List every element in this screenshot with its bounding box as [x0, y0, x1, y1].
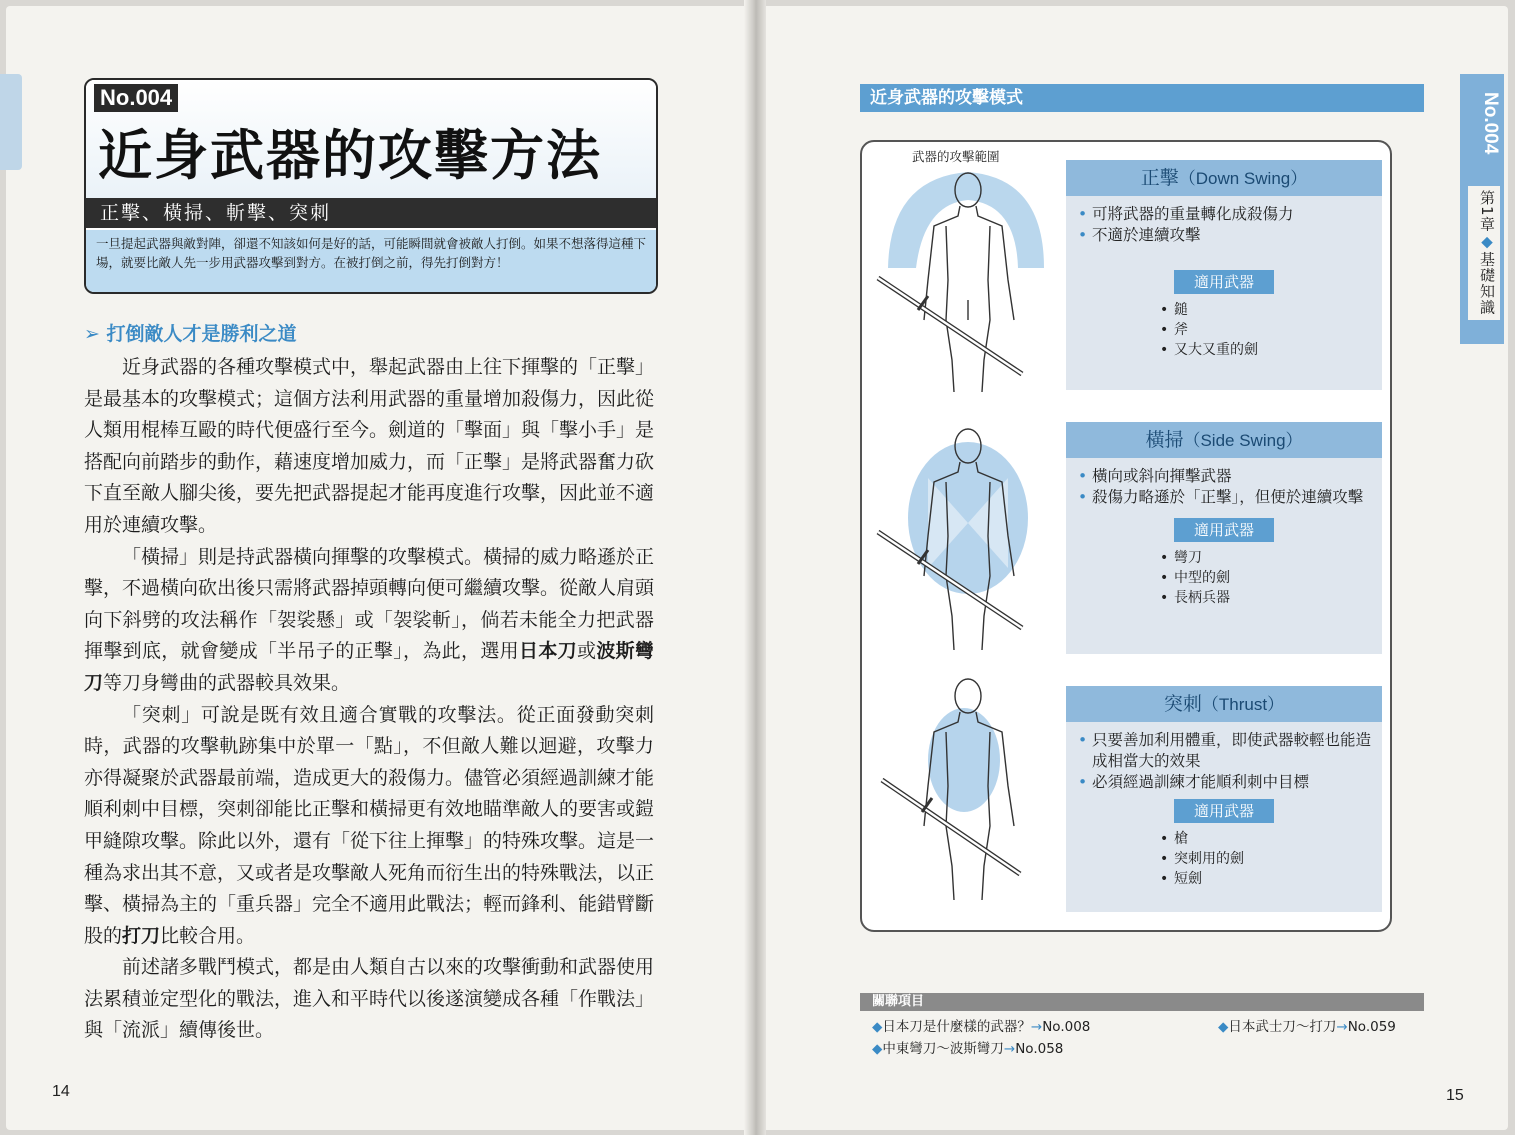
related-ref: No.008 [1042, 1019, 1091, 1035]
figure-thrust [868, 668, 1048, 908]
attack-points [1066, 458, 1382, 508]
list-item: • 斧 [1160, 320, 1382, 340]
weapons-list [1066, 827, 1382, 889]
bold-term: 波斯彎刀 [84, 640, 654, 694]
page-title: 近身武器的攻擊方法 [98, 123, 602, 187]
subtitle-bar: 正擊、橫掃、斬擊、突刺 [86, 198, 656, 228]
weapons-label: 適用武器 [1174, 799, 1274, 823]
list-item: • 突刺用的劍 [1160, 849, 1382, 869]
diagram-header: 近身武器的攻擊模式 [860, 84, 1424, 112]
panel-down-swing [1066, 160, 1382, 390]
body-text [84, 352, 654, 1047]
side-chapter [1468, 186, 1500, 320]
attack-points [1066, 196, 1382, 246]
arrow-icon: → [1003, 1041, 1016, 1057]
bold-term: 打刀 [122, 924, 161, 947]
chapter-title: 基礎知識 [1478, 251, 1496, 316]
section-heading-text: 打倒敵人才是勝利之道 [106, 323, 297, 345]
sword-blade [878, 278, 1022, 374]
panel-header [1066, 160, 1382, 196]
list-item: • 又大又重的劍 [1160, 340, 1382, 360]
paragraph [84, 542, 654, 700]
entry-number: No.004 [94, 84, 178, 112]
figure-side-swing [868, 418, 1048, 658]
list-item: • 長柄兵器 [1160, 588, 1382, 608]
attack-name-en: （Down Swing） [1178, 169, 1308, 188]
arrow-icon: ➢ [84, 323, 107, 345]
paragraph-text: 「突刺」可說是既有效且適合實戰的攻擊法。從正面發動突刺時，武器的攻擊軌跡集中於單一「點」，不但敵人難以迴避，攻擊力亦得凝聚於武器最前端，造成更大的殺傷力。儘管必須經過訓練才能順利刺中目標，突刺卻能比正擊和橫掃更有效地瞄準敵人的要害或鎧甲縫隙攻擊。除此以外，還有「從下往上揮擊」的特殊攻擊。這是一種為求出其不意，又或者是攻擊敵人死角而衍生出的特殊戰法，以正擊、橫掃為主的「重兵器」完全不適用此戰法；輕而鋒利、能錯臂斷股的 [84, 703, 655, 947]
diamond-icon: ◆ [1478, 232, 1496, 252]
list-item: • 殺傷力略遜於「正擊」，但便於連續攻擊 [1078, 487, 1382, 508]
related-link[interactable] [872, 1018, 1090, 1036]
page-number-right: 15 [1446, 1087, 1464, 1104]
entry-title-box [84, 78, 658, 294]
side-entry-number: No.004 [1480, 92, 1501, 155]
weapons-label: 適用武器 [1174, 518, 1274, 542]
attack-points [1066, 722, 1382, 793]
related-title: 關聯項目 [872, 994, 925, 1009]
page-number-left: 14 [52, 1083, 70, 1100]
figure-down-swing [868, 160, 1048, 400]
list-item: • 彎刀 [1160, 548, 1382, 568]
related-text: 中東彎刀～波斯彎刀 [882, 1041, 1004, 1057]
attack-name-en: （Thrust） [1201, 695, 1285, 714]
paragraph-text: 等刀身彎曲的武器較具效果。 [103, 671, 351, 694]
book-gutter [744, 0, 766, 1135]
list-item: • 只要善加利用體重，即使武器較輕也能造成相當大的效果 [1078, 730, 1382, 772]
related-bar [860, 993, 1424, 1011]
left-edge-tab [0, 74, 22, 170]
related-ref: No.059 [1347, 1019, 1396, 1035]
attack-name: 正擊 [1140, 167, 1179, 189]
paragraph-text: 「橫掃」則是持武器橫向揮擊的攻擊模式。橫掃的威力略遜於正擊，不過橫向砍出後只需將武器掉頭轉向便可繼續攻擊。從敵人肩頭向下斜劈的攻法稱作「袈裟懸」或「袈裟斬」，倘若未能全力把武器揮擊到底，就會變成「半吊子的正擊」，為此，選用 [84, 545, 655, 663]
attack-range-ellipse [908, 442, 1028, 594]
chapter-label: 第1章 [1478, 190, 1496, 233]
bold-term: 日本刀 [519, 640, 577, 663]
panel-header [1066, 422, 1382, 458]
attack-name-en: （Side Swing） [1183, 431, 1303, 450]
section-heading [84, 320, 297, 348]
paragraph [84, 700, 654, 953]
diamond-icon: ◆ [872, 1041, 883, 1057]
list-item: • 鎚 [1160, 300, 1382, 320]
diamond-icon: ◆ [1218, 1019, 1229, 1035]
list-item: • 槍 [1160, 829, 1382, 849]
panel-header [1066, 686, 1382, 722]
paragraph: 前述諸多戰鬥模式，都是由人類自古以來的攻擊衝動和武器使用法累積並定型化的戰法，進入和平時代以後遂演變成各種「作戰法」與「流派」續傳後世。 [84, 956, 655, 1042]
list-item: • 不適於連續攻擊 [1078, 225, 1382, 246]
paragraph-text: 比較合用。 [160, 924, 256, 947]
related-text: 日本刀是什麼樣的武器？ [882, 1019, 1031, 1035]
list-item: • 橫向或斜向揮擊武器 [1078, 466, 1382, 487]
attack-range-label: 武器的攻擊範圍 [912, 149, 1000, 164]
attack-name: 橫掃 [1145, 429, 1184, 451]
weapons-list [1066, 298, 1382, 360]
weapons-label: 適用武器 [1174, 270, 1274, 294]
related-text: 日本武士刀～打刀 [1228, 1019, 1337, 1035]
weapons-list [1066, 546, 1382, 608]
paragraph-text: 或 [576, 640, 597, 663]
list-item: • 中型的劍 [1160, 568, 1382, 588]
paragraph: 近身武器的各種攻擊模式中，舉起武器由上往下揮擊的「正擊」是最基本的攻擊模式；這個方法利用武器的重量增加殺傷力，因此從人類用棍棒互毆的時代便盛行至今。劍道的「擊面」與「擊小手」是搭配向前踏步的動作，藉速度增加威力，而「正擊」是將武器奮力砍下直至敵人腳尖後，要先把武器提起才能再度進行攻擊，因此並不適用於連續攻擊。 [84, 356, 655, 536]
list-item: • 短劍 [1160, 869, 1382, 889]
diamond-icon: ◆ [872, 1019, 883, 1035]
related-link[interactable] [1218, 1018, 1396, 1036]
attack-range-arc [888, 172, 1044, 268]
related-ref: No.058 [1015, 1041, 1064, 1057]
panel-thrust [1066, 686, 1382, 912]
related-link[interactable] [872, 1040, 1063, 1058]
list-item: • 可將武器的重量轉化成殺傷力 [1078, 204, 1382, 225]
panel-side-swing [1066, 422, 1382, 654]
list-item: • 必須經過訓練才能順利刺中目標 [1078, 772, 1382, 793]
arrow-icon: → [1336, 1019, 1348, 1035]
attack-name: 突刺 [1163, 693, 1202, 715]
arrow-icon: → [1030, 1019, 1043, 1035]
intro-text: 一旦提起武器與敵對陣，卻還不知該如何是好的話，可能瞬間就會被敵人打倒。如果不想落得這種下場，就要比敵人先一步用武器攻擊到對方。在被打倒之前，得先打倒對方！ [86, 230, 656, 292]
